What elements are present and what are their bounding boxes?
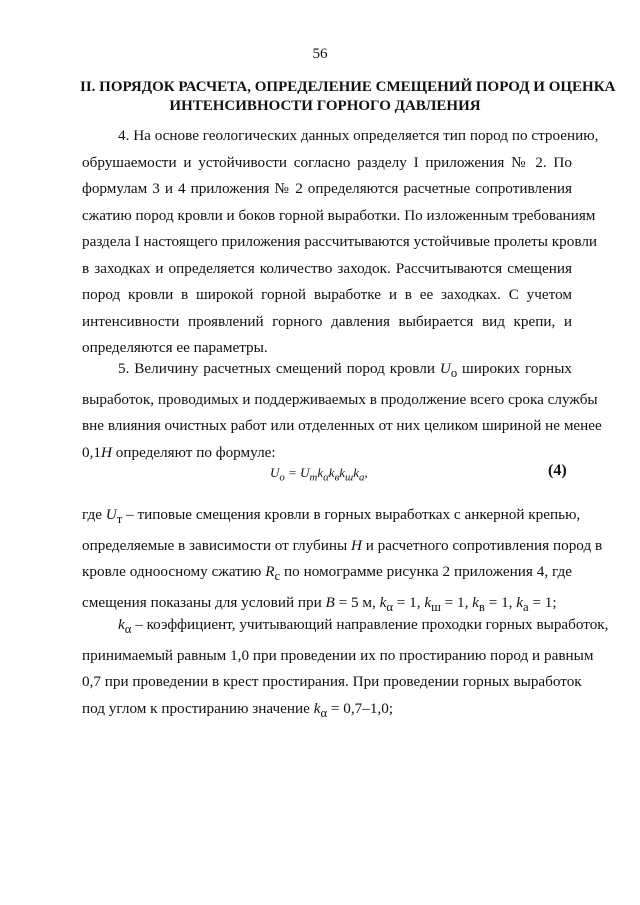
- paragraph-line: где $U_т$ – типовые смещения кровли в горных выработках с анкерной крепью,: [82, 506, 581, 527]
- paragraph-line: формулам 3 и 4 приложения № 2 определяются расчетные сопротивления: [82, 180, 572, 197]
- paragraph-line: смещения показаны для условий при B = 5 м, $k_\alpha = 1$, $k_ш = 1$, $k_в = 1$, $k_а = 1$;: [82, 593, 557, 614]
- paragraph-line: сжатию пород кровли и боков горной выработки. По изложенным требованиям: [82, 206, 596, 224]
- section-heading: [80, 78, 616, 116]
- heading-line-1: II. ПОРЯДОК РАСЧЕТА, ОПРЕДЕЛЕНИЕ СМЕЩЕНИЙ ПОРОД И ОЦЕНКА: [80, 79, 616, 95]
- paragraph-line: 0,1H определяют по формуле:: [82, 443, 276, 461]
- paragraph-line: определяются ее параметры.: [82, 339, 268, 356]
- paragraph-line: $k_\alpha$ – коэффициент, учитывающий направление проходки горных выработок,: [118, 616, 609, 637]
- paragraph-line: обрушаемости и устойчивости согласно разделу I приложения № 2. По: [82, 153, 572, 171]
- paragraph-line: вне влияния очистных работ или отделенных от них целиком шириной не менее: [82, 417, 602, 435]
- paragraph-line: 5. Величину расчетных смещений пород кровли $U_о$ широких горных: [118, 360, 572, 381]
- paragraph-line: 0,7 при проведении в крест простирания. При проведении горных выработок: [82, 673, 582, 691]
- page-number: 56: [312, 46, 328, 62]
- paragraph-4: [82, 123, 599, 362]
- paragraph-line: 4. На основе геологических данных определяется тип пород по строению,: [118, 127, 599, 144]
- paragraph-line: под углом к простиранию значение $k_\alpha = 0,7-1,0$;: [82, 699, 394, 720]
- paragraph-line: кровле одноосному сжатию $R_с$ по номограмме рисунка 2 приложения 4, где: [82, 563, 572, 584]
- paragraph-5: [82, 356, 602, 466]
- formula-4: $U_о = U_тk_\alpha k_вk_шk_а$,: [270, 465, 368, 484]
- formula-number: (4): [548, 462, 567, 479]
- paragraph-k-alpha: [82, 612, 609, 726]
- paragraph-line: в заходках и определяется количество заходок. Рассчитываются смещения: [82, 259, 572, 277]
- paragraph-where: [82, 502, 603, 620]
- paragraph-line: раздела I настоящего приложения рассчитываются устойчивые пролеты кровли: [82, 233, 598, 250]
- paragraph-line: пород кровли в широкой горной выработке и в ее заходках. С учетом: [82, 286, 572, 303]
- paragraph-line: интенсивности проявлений горного давления выбирается вид крепи, и: [82, 312, 572, 330]
- heading-line-2: ИНТЕНСИВНОСТИ ГОРНОГО ДАВЛЕНИЯ: [169, 98, 481, 114]
- paragraph-line: принимаемый равным 1,0 при проведении их по простиранию пород и равным: [82, 646, 594, 664]
- paragraph-line: выработок, проводимых и поддерживаемых в продолжение всего срока службы: [82, 390, 598, 408]
- paragraph-line: определяемые в зависимости от глубины H и расчетного сопротивления пород в: [82, 536, 603, 554]
